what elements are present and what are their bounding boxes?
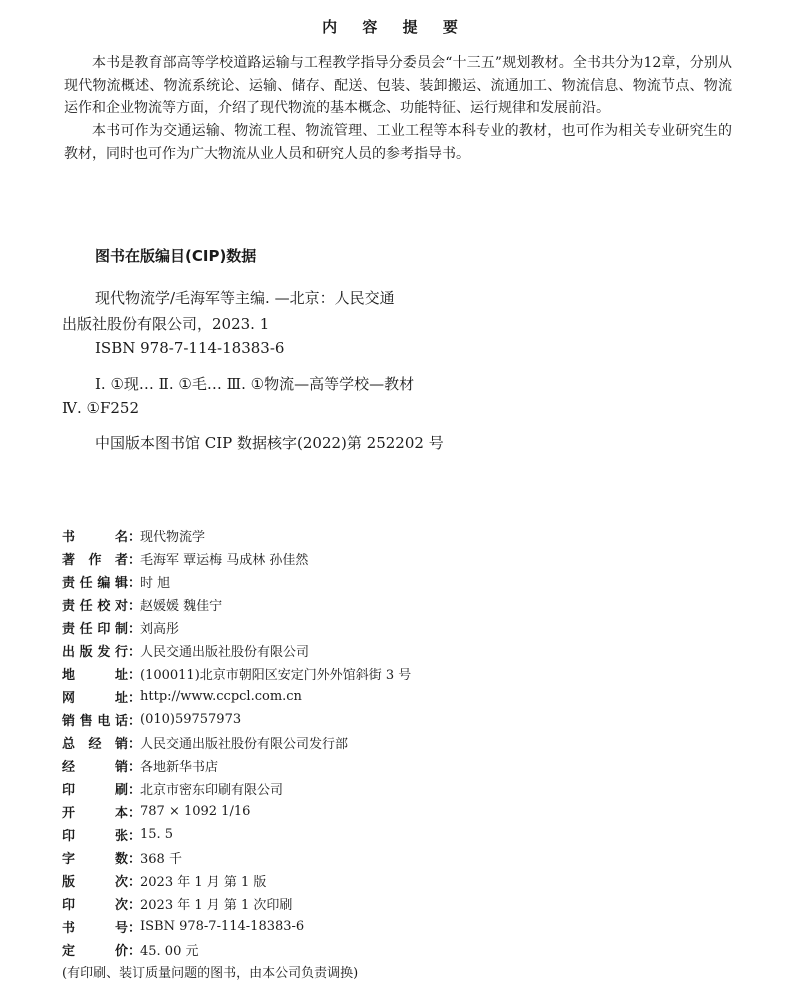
info-value: 刘高彤 [140,622,180,637]
info-value: (100011)北京市朝阳区安定门外外馆斜街 3 号 [140,668,412,683]
info-colon: ： [128,921,142,936]
info-row [62,616,762,639]
info-value: 毛海军 覃运梅 马成林 孙佳然 [140,553,309,568]
info-row [62,570,762,593]
info-colon: ： [128,737,142,752]
info-row [62,800,762,823]
info-value: ISBN 978-7-114-18383-6 [140,919,305,934]
info-label: 字 数 [62,852,128,867]
info-row [62,662,762,685]
info-label: 定 价 [62,944,128,959]
info-row [62,708,762,731]
info-label: 地 址 [62,668,128,683]
info-label: 印 次 [62,898,128,913]
info-label: 网 址 [62,691,128,706]
info-colon: ： [128,806,142,821]
info-label: 书 名 [62,530,128,545]
cip-heading: 图书在版编目(CIP)数据 [95,247,257,265]
info-colon: ： [128,576,142,591]
info-row [62,915,762,938]
info-row [62,938,762,961]
info-colon: ： [128,530,142,545]
info-colon: ： [128,599,142,614]
info-colon: ： [128,645,142,660]
info-value: 2023 年 1 月 第 1 次印刷 [140,898,293,913]
info-row [62,869,762,892]
publication-info [62,524,762,961]
info-label: 销 售 电 话 [62,714,128,729]
info-label: 开 本 [62,806,128,821]
cip-line-subjects: Ⅰ. ①现… Ⅱ. ①毛… Ⅲ. ①物流—高等学校—教材 [95,375,415,393]
info-row [62,524,762,547]
cip-line-publisher: 出版社股份有限公司，2023. 1 [62,315,270,333]
info-colon: ： [128,691,142,706]
info-label: 总 经 销 [62,737,128,752]
info-label: 印 张 [62,829,128,844]
info-colon: ： [128,898,142,913]
info-value: http://www.ccpcl.com.cn [140,689,302,704]
info-label: 著 作 者 [62,553,128,568]
info-colon: ： [128,875,142,890]
cip-line-record-number: 中国版本图书馆 CIP 数据核字(2022)第 252202 号 [95,434,444,452]
info-value: 赵媛媛 魏佳宁 [140,599,223,614]
info-value: (010)59757973 [140,712,242,727]
info-colon: ： [128,668,142,683]
info-row [62,685,762,708]
cip-line-isbn: ISBN 978-7-114-18383-6 [95,339,285,357]
quality-notice: (有印刷、装订质量问题的图书，由本公司负责调换) [62,966,359,981]
info-value: 现代物流学 [140,530,206,545]
info-colon: ： [128,783,142,798]
info-value: 人民交通出版社股份有限公司发行部 [140,737,349,752]
info-label: 印 刷 [62,783,128,798]
info-row [62,846,762,869]
info-colon: ： [128,760,142,775]
info-label: 责 任 校 对 [62,599,128,614]
summary-paragraph-1: 本书是教育部高等学校道路运输与工程教学指导分委员会“十三五”规划教材。全书共分为12章，分别从现代物流概述、物流系统论、运输、储存、配送、包装、装卸搬运、流通加工、物流信息、物流节点、物流运作和企业物流等方面，介绍了现代物流的基本概念、功能特征、运行规律和发展前沿。 [64,55,732,116]
info-label: 经 销 [62,760,128,775]
info-value: 各地新华书店 [140,760,219,775]
summary-heading: 内 容 提 要 [322,18,468,36]
info-value: 2023 年 1 月 第 1 版 [140,875,267,890]
info-row [62,754,762,777]
info-row [62,823,762,846]
info-label: 责 任 编 辑 [62,576,128,591]
info-row [62,547,762,570]
info-row [62,593,762,616]
info-colon: ： [128,829,142,844]
cip-line-title: 现代物流学/毛海军等主编. —北京：人民交通 [95,289,395,307]
info-label: 版 次 [62,875,128,890]
info-label: 书 号 [62,921,128,936]
info-row [62,639,762,662]
info-colon: ： [128,714,142,729]
info-label: 出 版 发 行 [62,645,128,660]
summary-paragraph-2: 本书可作为交通运输、物流工程、物流管理、工业工程等本科专业的教材，也可作为相关专业研究生的教材，同时也可作为广大物流从业人员和研究人员的参考指导书。 [64,123,732,162]
info-colon: ： [128,622,142,637]
info-row [62,892,762,915]
info-value: 368 千 [140,852,182,867]
info-row [62,777,762,800]
info-colon: ： [128,944,142,959]
info-row [62,731,762,754]
info-value: 787 × 1092 1/16 [140,804,251,819]
info-label: 责 任 印 制 [62,622,128,637]
info-value: 15. 5 [140,827,174,842]
info-colon: ： [128,553,142,568]
cip-line-classification: Ⅳ. ①F252 [62,399,140,417]
info-value: 时 旭 [140,576,171,591]
info-colon: ： [128,852,142,867]
info-value: 45. 00 元 [140,944,199,959]
info-value: 北京市密东印刷有限公司 [140,783,284,798]
info-value: 人民交通出版社股份有限公司 [140,645,310,660]
